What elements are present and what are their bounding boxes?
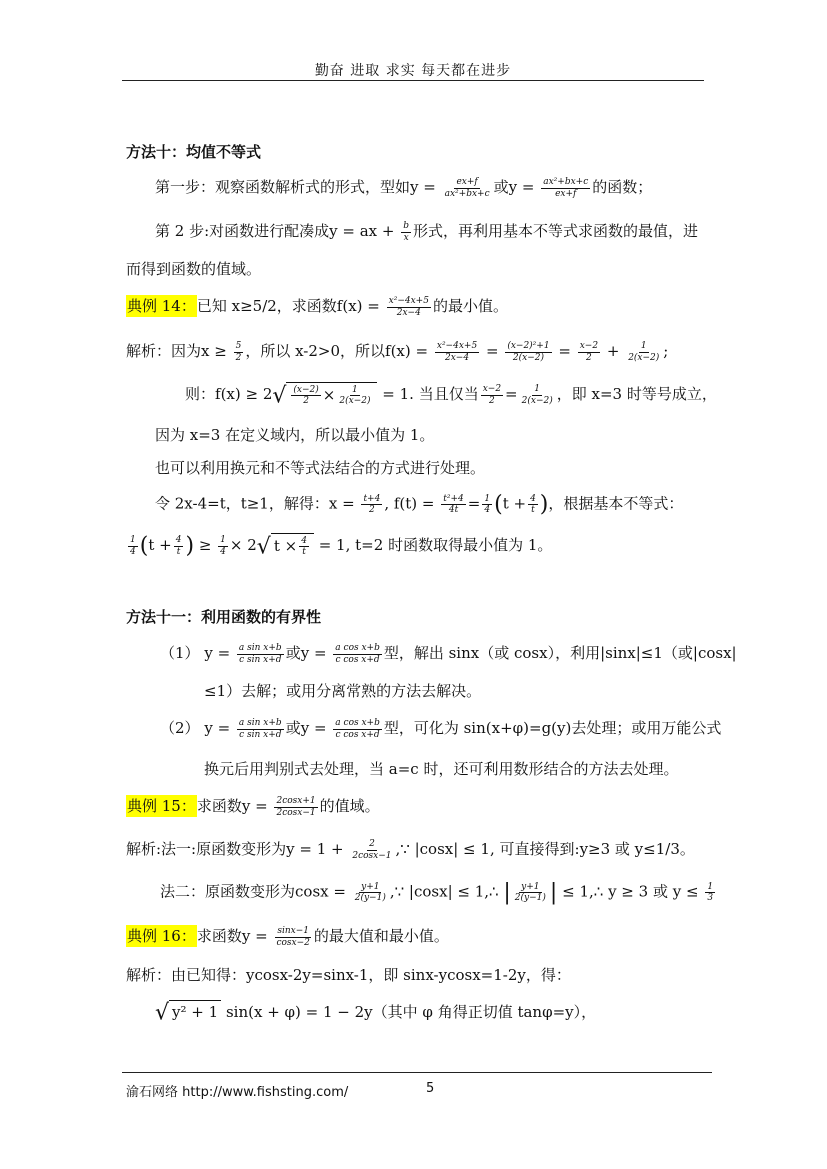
- text: ，所以 x-2>0，所以: [245, 342, 386, 360]
- numerator: 5: [235, 341, 242, 352]
- text: 或: [652, 882, 668, 901]
- fraction: [441, 494, 466, 516]
- denominator: 2x−4: [396, 307, 421, 318]
- numerator: x²−4x+5: [436, 341, 478, 352]
- m10-substitution: 令 2x-4=t，t≥1，解得：x = $\frac{t+4}{2}$ , f(t) = $\frac{\text{t²+4}}{4t}$ = $\frac{1}{4}$ (t + $\frac{4}{t}$ )，根据基本不等式：: [155, 492, 684, 517]
- math: y =: [241, 927, 268, 945]
- header-rule: [122, 80, 704, 81]
- denominator: 2(y−1): [514, 893, 546, 903]
- fraction: [482, 494, 492, 516]
- math: f(t) =: [393, 494, 435, 513]
- text: 的最小值。: [432, 297, 508, 315]
- denominator: t: [176, 546, 181, 557]
- denominator: t: [531, 505, 535, 515]
- math: +: [606, 342, 620, 360]
- fraction: [353, 882, 388, 904]
- denominator: 2(x−2): [339, 396, 371, 407]
- numerator: 1: [220, 535, 226, 546]
- denominator: c sin x+d: [239, 654, 282, 665]
- fraction: [520, 384, 555, 406]
- denominator: 4: [130, 546, 136, 557]
- numerator: 1: [707, 881, 714, 892]
- numerator: 4: [175, 535, 182, 546]
- numerator: ax²+bx+c: [543, 177, 589, 188]
- example-15: [126, 795, 380, 818]
- math: x ≥: [201, 342, 227, 360]
- numerator: a cos x+b: [335, 718, 380, 729]
- m10-step2: [155, 220, 698, 243]
- fraction: [337, 385, 372, 407]
- fraction: [435, 341, 479, 363]
- text: t=2 时函数取得最小值为 1。: [355, 536, 553, 555]
- text: 型，可化为 sin(x+φ)=g(y)去处理；或用万能公式: [383, 719, 722, 737]
- numerator: 1: [640, 341, 647, 352]
- math: y =: [241, 797, 268, 815]
- text: 解析:法一:原函数变形为: [126, 840, 287, 858]
- numerator: 2cosx+1: [276, 796, 316, 807]
- numerator: 4: [301, 536, 307, 546]
- sqrt: √ y² + 1: [155, 1000, 221, 1026]
- math: =: [558, 342, 571, 360]
- text: 则：: [185, 385, 216, 404]
- example-16: [126, 925, 449, 948]
- m11-item1: [160, 642, 737, 665]
- text: 的值域。: [319, 797, 380, 815]
- fraction: [505, 341, 551, 363]
- numerator: x−2: [482, 384, 502, 395]
- math: ,∵ |cosx| ≤ 1,: [395, 840, 495, 858]
- text: 法二：原函数变形为: [160, 882, 296, 901]
- numerator: sinx−1: [277, 926, 309, 937]
- denominator: 2(x−2): [512, 352, 544, 363]
- solution-16-eq: [155, 1000, 596, 1026]
- math: y =: [300, 644, 327, 662]
- math: sin(x + φ) = 1 − 2y: [225, 1002, 373, 1021]
- math: y = ax +: [329, 222, 395, 240]
- fraction: [401, 221, 411, 243]
- text: 或: [285, 644, 301, 662]
- fraction: [274, 926, 311, 948]
- math: t +: [148, 536, 172, 555]
- math: × 2: [229, 536, 257, 555]
- fraction: [387, 296, 431, 318]
- math: y =: [204, 719, 231, 737]
- solution-16: 解析：由已知得：ycosx-2y=sinx-1，即 sinx-ycosx=1-2y，得：: [126, 966, 571, 984]
- method-11-title: 方法十一：利用函数的有界性: [126, 608, 322, 626]
- fraction: [443, 177, 492, 199]
- numerator: 2: [369, 839, 375, 850]
- fraction: [291, 385, 320, 407]
- m10-line2: 也可以利用换元和不等式法结合的方式进行处理。: [155, 459, 486, 477]
- text: 的最大值和最小值。: [313, 927, 449, 945]
- times: ×: [322, 385, 336, 404]
- denominator: 4t: [448, 505, 459, 515]
- math: f(x) =: [385, 342, 429, 360]
- numerator: x−2: [579, 341, 599, 352]
- math: y =: [204, 644, 231, 662]
- page-header: 勤奋 进取 求实 每天都在进步: [314, 63, 512, 79]
- numerator: a sin x+b: [238, 718, 282, 729]
- text: 第一步：观察函数解析式的形式，型如: [155, 178, 411, 196]
- denominator: 4: [220, 546, 226, 557]
- numerator: ex+f: [456, 177, 478, 188]
- denominator: 3: [707, 893, 714, 903]
- numerator: a sin x+b: [238, 643, 282, 654]
- text: 的函数；: [592, 178, 653, 196]
- text: 求函数: [196, 797, 242, 815]
- math: =: [485, 342, 499, 360]
- denominator: 2x−4: [444, 352, 470, 363]
- fraction: [333, 718, 382, 740]
- denominator: x: [403, 232, 409, 243]
- m10-final: [126, 533, 552, 559]
- m10-step1: [155, 176, 652, 199]
- denominator: 2: [235, 352, 242, 363]
- text: 形式，再利用基本不等式求函数的最值，进: [413, 222, 699, 240]
- fraction: [299, 536, 309, 558]
- solution-14: 解析：因为x ≥ $\frac{5}{2}$ ，所以 x-2>0，所以f(x) = $\frac{\text{x²−4x+5}}{2x-4}$ = $\frac{\text{(x−2)²+1}}{2(x-2)}$ = $\frac{x-2}{2}$ + $\frac{1}{2(x-2)}$ ;: [126, 341, 669, 363]
- paren: (: [494, 492, 503, 517]
- fraction: [541, 177, 590, 199]
- denominator: ax²+bx+c: [444, 188, 490, 199]
- method-10-title: 方法十：均值不等式: [126, 143, 262, 161]
- math: y ≤: [672, 882, 699, 901]
- paren: ): [539, 492, 549, 517]
- fraction: [333, 643, 382, 665]
- numerator: a cos x+b: [335, 643, 380, 654]
- m11-item2: [160, 717, 721, 740]
- fraction: [578, 341, 600, 363]
- text: 型，解出 sinx（或 cosx），利用|sinx|≤1（或|cosx|: [383, 644, 737, 662]
- page-number: 5: [426, 1081, 435, 1096]
- fraction: [528, 494, 538, 516]
- example-15-tag: 典例 15：: [127, 797, 196, 815]
- text: 或: [493, 178, 509, 196]
- denominator: 4: [484, 505, 491, 515]
- math: ≤ 1,∴ y ≥ 3: [562, 882, 649, 901]
- fraction: [350, 839, 393, 861]
- numerator: 1: [352, 385, 358, 395]
- fraction: [237, 718, 284, 740]
- numerator: y+1: [521, 881, 540, 892]
- denominator: 2: [303, 396, 309, 407]
- fraction: [705, 882, 715, 904]
- numerator: t²+4: [443, 493, 464, 504]
- denominator: c cos x+d: [335, 654, 380, 665]
- math: x =: [328, 494, 355, 513]
- numerator: 1: [484, 493, 491, 504]
- math: = 1.: [382, 385, 414, 404]
- denominator: cosx−2: [276, 937, 310, 948]
- denominator: 2cosx−1: [352, 850, 392, 861]
- fraction: [218, 535, 228, 557]
- text: ，根据基本不等式：: [548, 494, 684, 513]
- math: f(x) =: [336, 297, 380, 315]
- text: 已知 x≥5/2，求函数: [196, 297, 337, 315]
- fraction: [174, 535, 184, 557]
- denominator: 2(x−2): [628, 352, 660, 363]
- numerator: 4: [530, 493, 536, 504]
- item-number: （2）: [160, 719, 200, 737]
- text: 令 2x-4=t，t≥1，解得：: [155, 494, 329, 513]
- solution-15-method1: [126, 838, 695, 861]
- numerator: y+1: [361, 881, 380, 892]
- math: =: [505, 385, 518, 404]
- text: 或: [285, 719, 301, 737]
- text: ，即 x=3 时等号成立，: [556, 385, 717, 404]
- numerator: b: [403, 221, 410, 232]
- denominator: 2(x−2): [521, 395, 553, 406]
- item-number: （1）: [160, 644, 200, 662]
- numerator: (x−2)²+1: [507, 341, 550, 352]
- math: t +: [502, 494, 527, 513]
- text: 当且仅当: [418, 385, 479, 404]
- footer-rule: [122, 1072, 712, 1073]
- sqrt: √ $\frac{(x-2)}{2}$ × $\frac{1}{2(x-2)}$: [272, 382, 377, 408]
- math: f(x) ≥ 2: [215, 385, 273, 404]
- paren: (: [139, 533, 149, 559]
- math: y =: [300, 719, 327, 737]
- denominator: t: [302, 547, 306, 558]
- fraction: [513, 882, 548, 904]
- numerator: x²−4x+5: [388, 296, 429, 307]
- m10-line1: 因为 x=3 在定义域内，所以最小值为 1。: [155, 426, 435, 444]
- denominator: 2: [489, 395, 495, 406]
- math: = 1,: [318, 536, 351, 555]
- solution-14-then: [185, 382, 717, 408]
- denominator: 2: [586, 352, 592, 363]
- fraction: [361, 494, 382, 516]
- denominator: 2(y−1): [354, 893, 386, 903]
- math: y = 1 +: [286, 840, 344, 858]
- footer-site: 渝石网络 http://www.fishsting.com/: [126, 1085, 349, 1100]
- text: 可直接得到:: [499, 840, 580, 858]
- numerator: 1: [534, 384, 541, 395]
- example-14-tag: 典例 14：: [127, 297, 196, 315]
- math: t ×: [273, 536, 298, 555]
- numerator: t+4: [363, 493, 381, 504]
- text: 求函数: [196, 927, 242, 945]
- m11-item2-cont: 换元后用判别式去处理，当 a=c 时，还可利用数形结合的方法去处理。: [204, 760, 679, 778]
- math: y² + 1: [169, 1000, 221, 1021]
- denominator: 2: [369, 505, 375, 515]
- solution-15-method2: 法二：原函数变形为cosx = $\frac{y+1}{2(y-1)}$ ,∵ |cosx| ≤ 1,∴ | $\frac{y+1}{2(y-1)}$ | ≤ 1,∴ y ≥ 3 或 y ≤ $\frac{1}{3}$: [160, 880, 714, 905]
- math: cosx =: [295, 882, 346, 901]
- paren: ): [185, 533, 195, 559]
- fraction: [626, 341, 661, 363]
- math: y =: [508, 178, 535, 196]
- fraction: [237, 643, 284, 665]
- math: ,∵ |cosx| ≤ 1,∴: [389, 882, 499, 901]
- text: y≥3 或 y≤1/3。: [579, 840, 695, 858]
- sqrt: √ t × $\frac{4}{t}$: [257, 533, 314, 559]
- fraction: [234, 341, 244, 363]
- math: ≥: [198, 536, 212, 555]
- fraction: [274, 796, 317, 818]
- m11-item1-cont: ≤1）去解；或用分离常熟的方法去解决。: [204, 682, 482, 700]
- fraction: [128, 535, 138, 557]
- math: =: [467, 494, 481, 513]
- text: （其中 φ 角得正切值 tanφ=y），: [372, 1002, 597, 1021]
- denominator: 2cosx−1: [276, 807, 316, 818]
- example-16-tag: 典例 16：: [127, 927, 196, 945]
- numerator: 1: [130, 535, 136, 546]
- m10-step2-cont: 而得到函数的值域。: [126, 260, 262, 278]
- denominator: ex+f: [555, 188, 577, 199]
- math: y =: [410, 178, 436, 196]
- denominator: c sin x+d: [239, 729, 282, 740]
- example-14: [126, 295, 508, 318]
- text: 第 2 步:对函数进行配凑成: [155, 222, 330, 240]
- numerator: (x−2): [293, 385, 319, 395]
- fraction: [481, 384, 503, 406]
- text: 解析：因为: [126, 342, 202, 360]
- denominator: c cos x+d: [335, 729, 380, 740]
- page-footer: [126, 1081, 435, 1100]
